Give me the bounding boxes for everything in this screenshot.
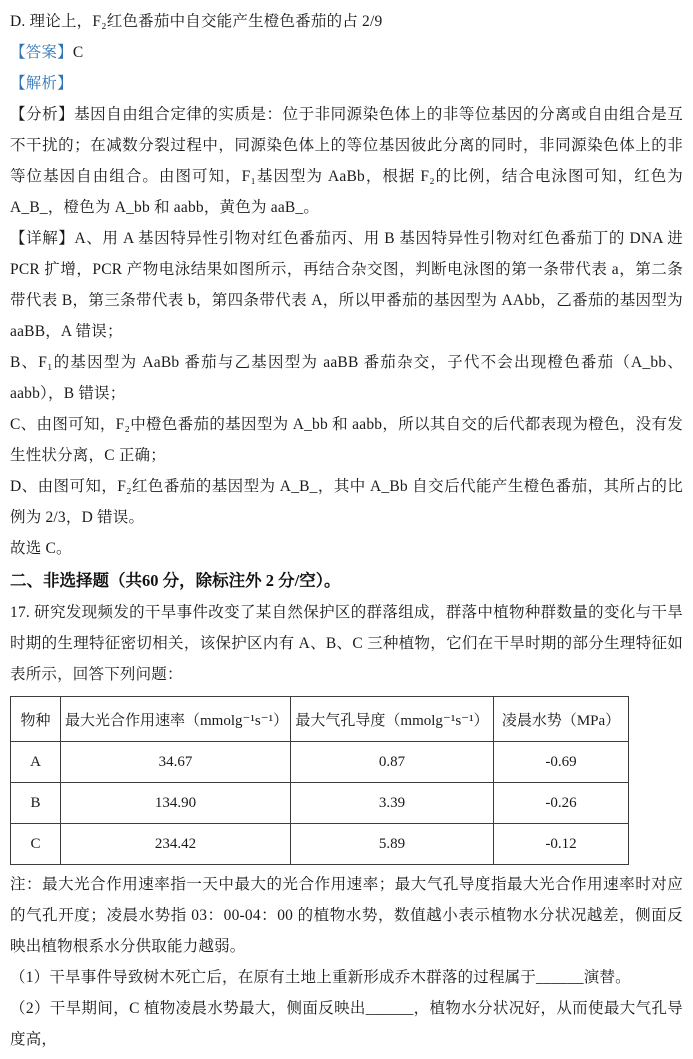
plant-physiology-table [10, 696, 629, 865]
table-cell: -0.12 [494, 824, 629, 865]
table-cell: 3.39 [291, 783, 494, 824]
conclusion-text: 故选 C。 [10, 540, 72, 557]
sub-question-1: （1）干旱事件导致树木死亡后，在原有土地上重新形成乔木群落的过程属于______演替。 [10, 969, 631, 986]
table-cell: 134.90 [61, 783, 291, 824]
table-cell: 234.42 [61, 824, 291, 865]
table-header-photosynthesis: 最大光合作用速率（mmolg⁻¹s⁻¹） [61, 697, 291, 742]
answer-label: 【答案】 [10, 44, 73, 61]
table-cell: A [11, 742, 61, 783]
table-cell: -0.26 [494, 783, 629, 824]
table-header-row [11, 697, 629, 742]
table-cell: C [11, 824, 61, 865]
table-header-species: 物种 [11, 697, 61, 742]
sub-question-2: （2）干旱期间，C 植物凌晨水势最大，侧面反映出______，植物水分状况好，从而使最大气孔导度高， [10, 1000, 683, 1048]
analysis-paragraph: 【分析】基因自由组合定律的实质是：位于非同源染色体上的非等位基因的分离或自由组合是互不干扰的；在减数分裂过程中，同源染色体上的等位基因彼此分离的同时，非同源染色体上的非等位基因自由组合。由图可知，F₁基因型为 AaBb，根据 F₂的比例，结合电泳图可知，红色为 A_B_，橙色为 A_bb 和 aabb，黄色为 aaB_。 [10, 106, 683, 216]
detail-paragraph-a: 【详解】A、用 A 基因特异性引物对红色番茄丙、用 B 基因特异性引物对红色番茄丁的 DNA 进 PCR 扩增，PCR 产物电泳结果如图所示，再结合杂交图，判断电泳图的第一条带代表 a，第二条带代表 B，第三条带代表 b，第四条带代表 A，所以甲番茄的基因型为 AAbb，乙番茄的基因型为 aaBB，A 错误； [10, 230, 683, 340]
detail-paragraph-b: B、F₁的基因型为 AaBb 番茄与乙基因型为 aaBB 番茄杂交，子代不会出现橙色番茄（A_bb、aabb），B 错误； [10, 354, 683, 402]
table-cell: 5.89 [291, 824, 494, 865]
detail-paragraph-c: C、由图可知，F₂中橙色番茄的基因型为 A_bb 和 aabb，所以其自交的后代都表现为橙色，没有发生性状分离，C 正确； [10, 416, 683, 464]
question-17-intro: 17. 研究发现频发的干旱事件改变了某自然保护区的群落组成，群落中植物种群数量的变化与干旱时期的生理特征密切相关，该保护区内有 A、B、C 三种植物，它们在干旱时期的部分生理特征如表所示，回答下列问题： [10, 604, 683, 683]
table-header-water-potential: 凌晨水势（MPa） [494, 697, 629, 742]
table-header-stomatal: 最大气孔导度（mmolg⁻¹s⁻¹） [291, 697, 494, 742]
table-cell: -0.69 [494, 742, 629, 783]
table-cell: 0.87 [291, 742, 494, 783]
table-row [11, 742, 629, 783]
section-heading: 二、非选择题（共60 分，除标注外 2 分/空）。 [10, 571, 341, 590]
detail-paragraph-d: D、由图可知，F₂红色番茄的基因型为 A_B_，其中 A_Bb 自交后代能产生橙色番茄，其所占的比例为 2/3，D 错误。 [10, 478, 683, 526]
jiexi-label: 【解析】 [10, 75, 73, 92]
table-row [11, 783, 629, 824]
table-row [11, 824, 629, 865]
table-cell: B [11, 783, 61, 824]
table-body [11, 742, 629, 865]
table-note: 注：最大光合作用速率指一天中最大的光合作用速率；最大气孔导度指最大光合作用速率时对应的气孔开度；凌晨水势指 03：00-04：00 的植物水势，数值越小表示植物水分状况越差，侧面反映出植物根系水分供取能力越弱。 [10, 876, 683, 955]
option-d-text: D. 理论上，F₂红色番茄中自交能产生橙色番茄的占 2/9 [10, 13, 383, 30]
table-cell: 34.67 [61, 742, 291, 783]
answer-line [10, 37, 683, 68]
analysis-section-label [10, 68, 683, 99]
answer-value: C [72, 44, 84, 61]
